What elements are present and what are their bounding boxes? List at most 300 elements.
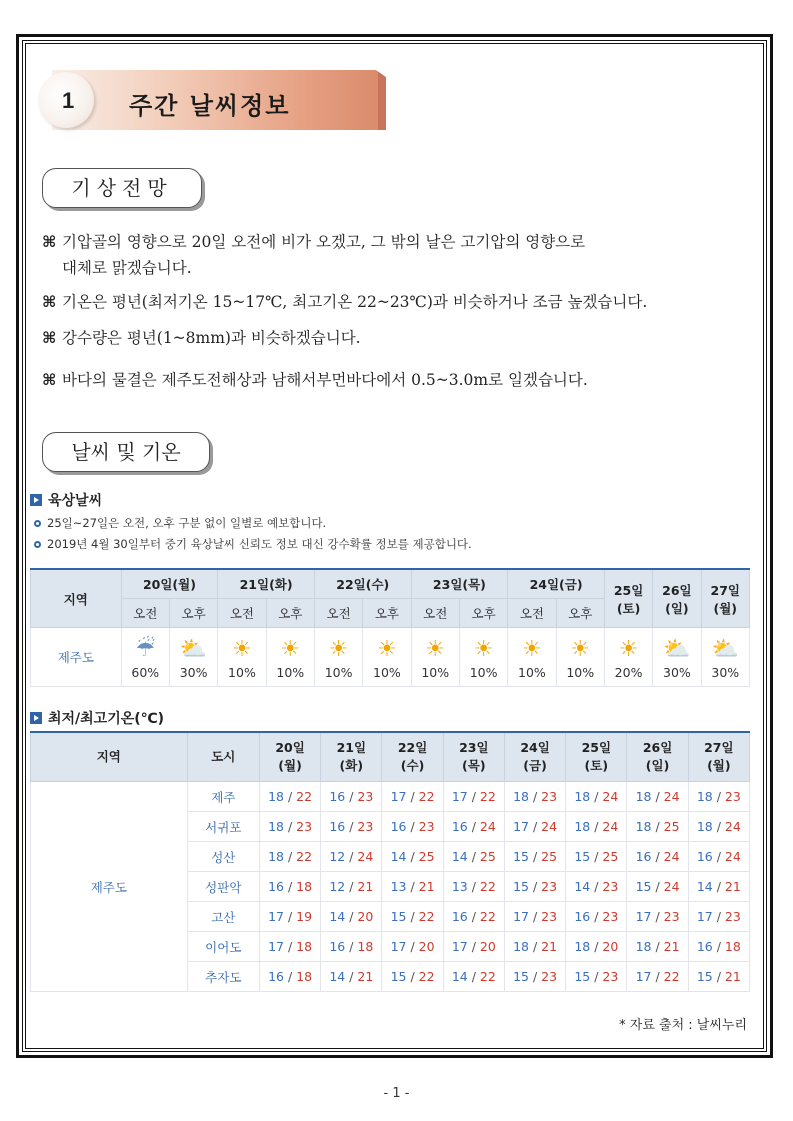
min-temp: 14 xyxy=(329,969,346,984)
table-header: 지역 xyxy=(31,569,122,628)
city-cell: 추자도 xyxy=(187,962,259,992)
min-temp: 16 xyxy=(574,909,591,924)
temp-separator: / xyxy=(590,849,603,864)
max-temp: 23 xyxy=(541,789,558,804)
sun-icon: ☀ xyxy=(570,636,591,662)
temp-separator: / xyxy=(651,939,664,954)
temp-separator: / xyxy=(651,909,664,924)
max-temp: 21 xyxy=(357,879,374,894)
temp-separator: / xyxy=(345,909,358,924)
temp-cell xyxy=(566,782,627,812)
temp-separator: / xyxy=(528,939,542,954)
max-temp: 24 xyxy=(541,819,558,834)
temp-separator: / xyxy=(283,849,297,864)
max-temp: 22 xyxy=(663,969,680,984)
temp-cell xyxy=(504,962,565,992)
max-temp: 25 xyxy=(602,849,619,864)
table-header: 20일(월) xyxy=(121,569,218,599)
max-temp: 25 xyxy=(663,819,680,834)
rain-sun-icon: ☔ xyxy=(135,636,156,662)
forecast-cell: ⛅ 30% xyxy=(169,628,217,687)
max-temp: 23 xyxy=(357,819,374,834)
max-temp: 22 xyxy=(418,969,435,984)
min-temp: 13 xyxy=(451,879,468,894)
temp-separator: / xyxy=(467,819,480,834)
min-temp: 15 xyxy=(390,909,407,924)
table-header: 오전 xyxy=(218,599,266,628)
source-note: * 자료 출처 : 날씨누리 xyxy=(619,1018,747,1033)
table-header: 오후 xyxy=(266,599,314,628)
dot-icon xyxy=(34,541,41,548)
outlook-heading: 기상전망 xyxy=(42,168,202,208)
max-temp: 19 xyxy=(296,909,313,924)
play-square-icon xyxy=(30,712,42,724)
temp-cell xyxy=(504,902,565,932)
table-header: 오전 xyxy=(314,599,362,628)
temperature-table xyxy=(30,731,750,992)
temp-cell xyxy=(259,842,320,872)
min-temp: 18 xyxy=(268,789,284,804)
temp-cell xyxy=(443,842,504,872)
city-cell: 성산 xyxy=(187,842,259,872)
table-header: 오후 xyxy=(556,599,604,628)
temp-separator: / xyxy=(528,849,542,864)
table-header: 지역 xyxy=(31,732,188,782)
temp-cell xyxy=(382,932,443,962)
min-temp: 18 xyxy=(635,789,652,804)
min-temp: 14 xyxy=(329,909,346,924)
temp-separator: / xyxy=(406,969,419,984)
max-temp: 23 xyxy=(602,879,619,894)
min-temp: 16 xyxy=(268,879,284,894)
table-row xyxy=(31,628,750,687)
temp-separator: / xyxy=(651,819,664,834)
temp-cell xyxy=(688,782,749,812)
min-temp: 18 xyxy=(574,819,591,834)
min-temp: 15 xyxy=(513,849,529,864)
min-temp: 17 xyxy=(268,909,284,924)
min-temp: 14 xyxy=(574,879,591,894)
land-weather-title: 육상날씨 xyxy=(30,490,102,510)
table-header: 20일 (월) xyxy=(259,732,320,782)
temp-separator: / xyxy=(345,969,358,984)
min-temp: 16 xyxy=(268,969,284,984)
max-temp: 23 xyxy=(724,909,741,924)
max-temp: 23 xyxy=(602,969,619,984)
forecast-cell: ☀ 10% xyxy=(266,628,314,687)
temp-cell xyxy=(321,782,382,812)
forecast-cell: ⛅ 30% xyxy=(653,628,701,687)
min-temp: 18 xyxy=(268,819,284,834)
temp-cell xyxy=(321,902,382,932)
sun-icon: ☀ xyxy=(522,636,542,662)
min-temp: 17 xyxy=(513,909,529,924)
temp-separator: / xyxy=(467,879,480,894)
sun-icon: ☀ xyxy=(280,636,301,662)
forecast-cell: ☀ 10% xyxy=(459,628,507,687)
outlook-bullet-3 xyxy=(42,326,361,348)
min-temp: 18 xyxy=(696,789,713,804)
temp-separator: / xyxy=(651,969,664,984)
forecast-cell: ⛅ 30% xyxy=(701,628,749,687)
min-temp: 17 xyxy=(451,939,468,954)
temp-cell xyxy=(259,932,320,962)
min-temp: 14 xyxy=(451,969,468,984)
sun-icon: ☀ xyxy=(618,636,639,662)
max-temp: 24 xyxy=(357,849,374,864)
max-temp: 22 xyxy=(479,789,496,804)
table-header: 23일 (목) xyxy=(443,732,504,782)
forecast-cell: ☀ 10% xyxy=(314,628,362,687)
max-temp: 20 xyxy=(602,939,619,954)
bullet-text: 대체로 맑겠습니다. xyxy=(62,259,192,277)
max-temp: 23 xyxy=(663,909,680,924)
sun-icon: ☀ xyxy=(232,636,252,662)
temp-cell xyxy=(627,782,688,812)
temp-separator: / xyxy=(345,939,358,954)
min-temp: 16 xyxy=(696,939,713,954)
min-temp: 14 xyxy=(451,849,468,864)
temp-cell xyxy=(321,872,382,902)
temp-separator: / xyxy=(467,939,480,954)
section-banner xyxy=(34,66,388,132)
max-temp: 22 xyxy=(296,789,313,804)
bullet-text: 기온은 평년(최저기온 15~17℃, 최고기온 22~23℃)과 비슷하거나 조금 높겠습니다. xyxy=(62,293,648,311)
temp-cell xyxy=(627,932,688,962)
section-title: 주간 날씨정보 xyxy=(129,92,291,120)
temp-cell xyxy=(566,872,627,902)
max-temp: 18 xyxy=(296,939,313,954)
table-header: 오전 xyxy=(508,599,556,628)
city-cell: 제주 xyxy=(187,782,259,812)
sun-icon: ☀ xyxy=(377,636,397,662)
min-temp: 18 xyxy=(268,849,284,864)
temp-separator: / xyxy=(712,849,725,864)
bullet-text: 기압골의 영향으로 20일 오전에 비가 오겠고, 그 밖의 날은 고기압의 영향으로 xyxy=(62,233,586,251)
temp-separator: / xyxy=(528,909,542,924)
temp-separator: / xyxy=(406,939,419,954)
max-temp: 18 xyxy=(296,879,313,894)
temp-separator: / xyxy=(590,909,603,924)
temp-cell xyxy=(443,812,504,842)
temp-cell xyxy=(627,842,688,872)
sun-icon: ☀ xyxy=(425,636,446,662)
temp-cell xyxy=(688,842,749,872)
min-temp: 18 xyxy=(635,939,652,954)
min-temp: 16 xyxy=(696,849,713,864)
temp-cell xyxy=(566,932,627,962)
max-temp: 21 xyxy=(663,939,680,954)
min-temp: 15 xyxy=(635,879,652,894)
table-header: 오후 xyxy=(363,599,411,628)
min-temp: 16 xyxy=(329,819,346,834)
land-weather-table xyxy=(30,568,750,687)
temp-cell xyxy=(566,842,627,872)
city-cell: 성판악 xyxy=(187,872,259,902)
table-row xyxy=(31,782,750,812)
table-header: 22일(수) xyxy=(314,569,411,599)
page-number: - 1 - xyxy=(383,1086,410,1101)
temp-cell xyxy=(443,872,504,902)
temp-separator: / xyxy=(283,819,297,834)
temp-cell xyxy=(382,812,443,842)
temp-cell xyxy=(504,782,565,812)
temp-cell xyxy=(321,932,382,962)
table-header: 27일 (월) xyxy=(701,569,749,628)
max-temp: 23 xyxy=(541,969,558,984)
partly-cloudy-icon: ⛅ xyxy=(663,636,691,662)
temp-cell xyxy=(566,962,627,992)
max-temp: 24 xyxy=(724,819,741,834)
temp-separator: / xyxy=(345,849,358,864)
temp-separator: / xyxy=(712,969,725,984)
forecast-cell: ☔ 60% xyxy=(121,628,169,687)
max-temp: 18 xyxy=(296,969,313,984)
max-temp: 21 xyxy=(357,969,374,984)
table-header: 오전 xyxy=(411,599,459,628)
forecast-cell: ☀ 10% xyxy=(508,628,556,687)
min-temp: 14 xyxy=(390,849,407,864)
table-header: 26일 (일) xyxy=(653,569,701,628)
temp-cell xyxy=(504,872,565,902)
temp-cell xyxy=(321,842,382,872)
temp-cell xyxy=(382,842,443,872)
max-temp: 25 xyxy=(418,849,435,864)
temp-cell xyxy=(259,902,320,932)
temp-separator: / xyxy=(590,789,603,804)
min-temp: 17 xyxy=(390,789,407,804)
forecast-cell: ☀ 10% xyxy=(411,628,459,687)
max-temp: 22 xyxy=(479,969,496,984)
temp-separator: / xyxy=(712,789,725,804)
min-temp: 15 xyxy=(513,879,529,894)
table-header: 21일 (화) xyxy=(321,732,382,782)
max-temp: 23 xyxy=(541,879,558,894)
min-temp: 16 xyxy=(329,789,346,804)
min-temp: 18 xyxy=(574,789,591,804)
temp-separator: / xyxy=(528,789,542,804)
min-temp: 18 xyxy=(635,819,652,834)
max-temp: 22 xyxy=(418,789,435,804)
city-cell: 서귀포 xyxy=(187,812,259,842)
min-temp: 16 xyxy=(451,819,468,834)
min-temp: 15 xyxy=(390,969,407,984)
temp-separator: / xyxy=(406,819,419,834)
dot-icon xyxy=(34,520,41,527)
bullet-mark-icon: ⌘ xyxy=(42,293,57,311)
min-temp: 18 xyxy=(513,789,529,804)
outlook-bullet-2 xyxy=(42,290,647,312)
temp-cell xyxy=(382,962,443,992)
max-temp: 23 xyxy=(296,819,313,834)
temp-cell xyxy=(566,902,627,932)
temp-cell xyxy=(443,902,504,932)
max-temp: 25 xyxy=(479,849,496,864)
city-cell: 이어도 xyxy=(187,932,259,962)
max-temp: 20 xyxy=(418,939,435,954)
table-header: 21일(화) xyxy=(218,569,315,599)
temp-cell xyxy=(443,932,504,962)
temp-cell xyxy=(688,812,749,842)
temp-separator: / xyxy=(406,879,419,894)
min-temp: 18 xyxy=(513,939,529,954)
temp-separator: / xyxy=(712,819,725,834)
temp-separator: / xyxy=(590,879,603,894)
partly-cloudy-icon: ⛅ xyxy=(179,636,208,662)
min-temp: 14 xyxy=(696,879,713,894)
max-temp: 23 xyxy=(418,819,435,834)
temp-cell xyxy=(627,962,688,992)
max-temp: 22 xyxy=(418,909,435,924)
max-temp: 21 xyxy=(541,939,558,954)
sun-icon: ☀ xyxy=(473,636,494,662)
temp-separator: / xyxy=(345,819,358,834)
bullet-mark-icon: ⌘ xyxy=(42,371,57,389)
temp-separator: / xyxy=(651,789,664,804)
temp-cell xyxy=(259,962,320,992)
temp-cell xyxy=(504,842,565,872)
temp-separator: / xyxy=(590,969,603,984)
max-temp: 20 xyxy=(357,909,374,924)
table-header: 26일 (일) xyxy=(627,732,688,782)
bullet-mark-icon: ⌘ xyxy=(42,329,57,347)
table-header: 25일 (토) xyxy=(566,732,627,782)
max-temp: 24 xyxy=(663,789,680,804)
temp-separator: / xyxy=(712,939,725,954)
temp-separator: / xyxy=(528,819,542,834)
play-square-icon xyxy=(30,494,42,506)
temp-separator: / xyxy=(590,939,603,954)
temp-separator: / xyxy=(467,969,480,984)
max-temp: 22 xyxy=(296,849,313,864)
temp-cell xyxy=(688,902,749,932)
min-temp: 13 xyxy=(390,879,407,894)
temp-separator: / xyxy=(528,879,542,894)
temp-separator: / xyxy=(712,879,725,894)
min-temp: 17 xyxy=(513,819,529,834)
temp-separator: / xyxy=(712,909,725,924)
temp-cell xyxy=(627,812,688,842)
forecast-cell: ☀ 10% xyxy=(363,628,411,687)
temp-separator: / xyxy=(283,969,297,984)
section-number: 1 xyxy=(62,88,75,113)
temp-cell xyxy=(504,812,565,842)
partly-cloudy-icon: ⛅ xyxy=(711,636,739,662)
min-temp: 16 xyxy=(329,939,346,954)
temp-cell xyxy=(259,812,320,842)
temp-cell xyxy=(259,782,320,812)
temp-cell xyxy=(688,932,749,962)
temp-separator: / xyxy=(406,789,419,804)
table-header: 오전 xyxy=(121,599,169,628)
max-temp: 21 xyxy=(418,879,435,894)
temp-separator: / xyxy=(283,909,297,924)
max-temp: 23 xyxy=(357,789,374,804)
min-temp: 16 xyxy=(635,849,652,864)
temp-separator: / xyxy=(283,789,297,804)
outlook-bullet-1 xyxy=(42,230,585,252)
temp-cell xyxy=(627,902,688,932)
min-temp: 17 xyxy=(451,789,468,804)
max-temp: 24 xyxy=(602,819,619,834)
table-header: 오후 xyxy=(169,599,217,628)
max-temp: 25 xyxy=(541,849,558,864)
min-temp: 17 xyxy=(635,969,652,984)
temp-cell xyxy=(259,872,320,902)
temp-cell xyxy=(321,812,382,842)
temp-separator: / xyxy=(345,879,358,894)
temp-cell xyxy=(688,872,749,902)
temp-separator: / xyxy=(283,879,297,894)
bullet-text: 바다의 물결은 제주도전해상과 남해서부먼바다에서 0.5~3.0m로 일겠습니다. xyxy=(62,371,588,389)
outlook-bullet-4 xyxy=(42,368,588,390)
max-temp: 22 xyxy=(479,909,496,924)
temp-separator: / xyxy=(528,969,542,984)
max-temp: 24 xyxy=(602,789,619,804)
max-temp: 21 xyxy=(724,969,741,984)
temp-separator: / xyxy=(345,789,358,804)
table-header: 27일 (월) xyxy=(688,732,749,782)
min-temp: 16 xyxy=(390,819,407,834)
max-temp: 24 xyxy=(663,849,680,864)
temp-cell xyxy=(382,782,443,812)
temp-cell xyxy=(382,872,443,902)
table-header: 23일(목) xyxy=(411,569,508,599)
min-temp: 17 xyxy=(635,909,652,924)
min-temp: 17 xyxy=(696,909,713,924)
note-1: 25일~27일은 오전, 오후 구분 없이 일별로 예보합니다. xyxy=(34,515,326,531)
weather-heading: 날씨 및 기온 xyxy=(42,432,210,472)
max-temp: 23 xyxy=(541,909,558,924)
sun-icon: ☀ xyxy=(328,636,349,662)
region-cell: 제주도 xyxy=(31,628,122,687)
temp-cell xyxy=(321,962,382,992)
max-temp: 18 xyxy=(724,939,741,954)
city-cell: 고산 xyxy=(187,902,259,932)
max-temp: 24 xyxy=(724,849,741,864)
temp-cell xyxy=(627,872,688,902)
outlook-bullet-1-cont xyxy=(62,256,192,278)
max-temp: 20 xyxy=(479,939,496,954)
temp-separator: / xyxy=(651,849,664,864)
temp-separator: / xyxy=(590,819,603,834)
min-temp: 17 xyxy=(390,939,407,954)
bullet-mark-icon: ⌘ xyxy=(42,233,57,251)
min-temp: 18 xyxy=(574,939,591,954)
temp-separator: / xyxy=(467,849,480,864)
max-temp: 24 xyxy=(479,819,496,834)
min-temp: 16 xyxy=(451,909,468,924)
min-temp: 15 xyxy=(513,969,529,984)
min-temp: 15 xyxy=(574,969,591,984)
forecast-cell: ☀ 20% xyxy=(604,628,652,687)
table-header: 24일(금) xyxy=(508,569,605,599)
temp-separator: / xyxy=(467,909,480,924)
table-header: 도시 xyxy=(187,732,259,782)
temp-cell xyxy=(443,782,504,812)
max-temp: 21 xyxy=(724,879,741,894)
table-header: 24일 (금) xyxy=(504,732,565,782)
max-temp: 23 xyxy=(724,789,741,804)
min-temp: 12 xyxy=(329,849,346,864)
min-temp: 18 xyxy=(696,819,713,834)
max-temp: 22 xyxy=(479,879,496,894)
temp-cell xyxy=(504,932,565,962)
table-header: 22일 (수) xyxy=(382,732,443,782)
forecast-cell: ☀ 10% xyxy=(218,628,266,687)
max-temp: 23 xyxy=(602,909,619,924)
temp-separator: / xyxy=(406,849,419,864)
